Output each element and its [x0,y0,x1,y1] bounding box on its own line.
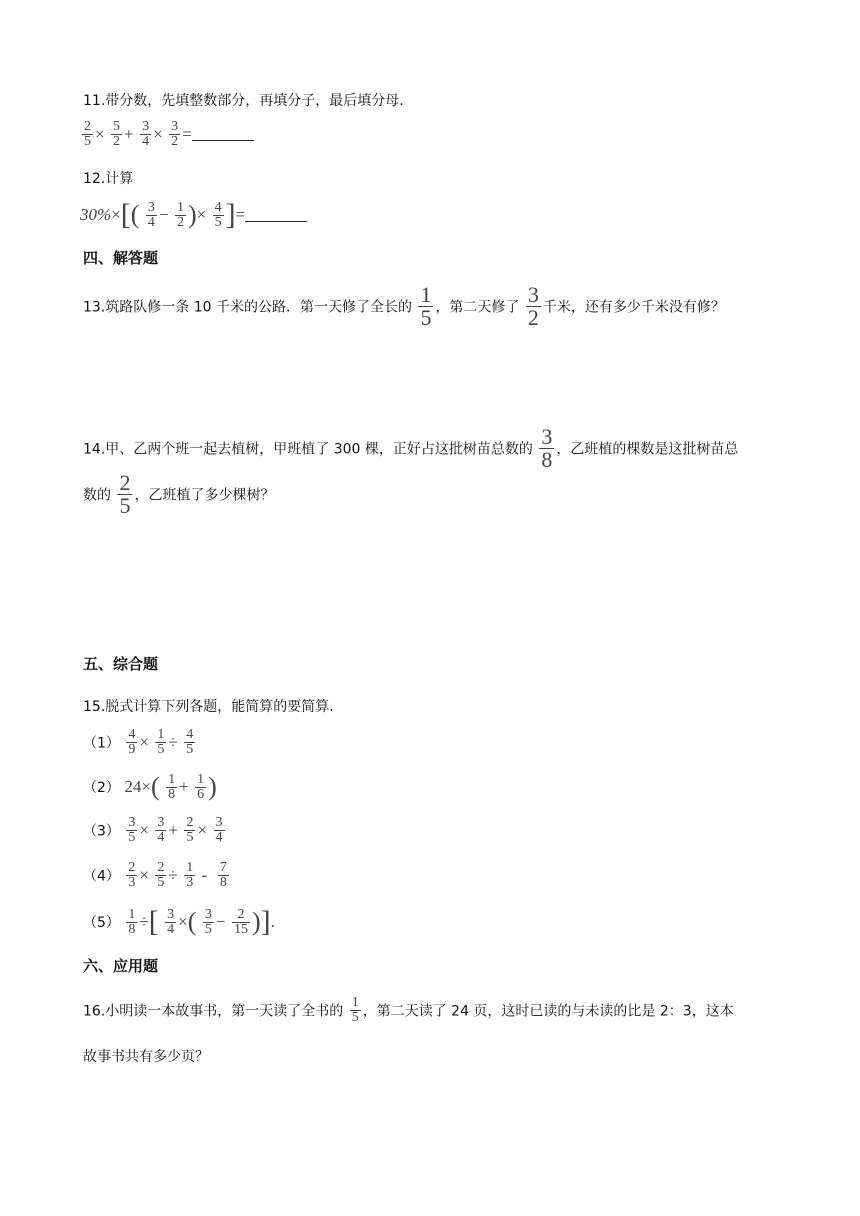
fraction: $\frac{4}{5}$ [186,727,194,757]
question-14-text: 数的 [83,487,111,504]
question-16-line2: 故事书共有多少页？ [83,1049,209,1065]
fraction: $\frac{3}{4}$ [142,119,150,149]
question-16-text: 16.小明读一本故事书，第一天读了全书的 [83,1003,344,1020]
question-13-text: ，第二天修了 [435,299,520,316]
question-12-expression: 30%×[( $\frac{3}{4}$ − $\frac{1}{2}$ )× $\frac{4}{5}$ ]= [80,198,307,232]
fraction: $\frac{2}{15}$ [233,906,248,937]
sub-question-1: （1） $\frac{4}{9}$ × $\frac{1}{5}$ ÷ $\frac{4}{5}$ [83,727,194,757]
question-12-text: 12.计算 [83,171,134,187]
fraction: $\frac{1}{8}$ [168,771,176,802]
fraction: $\frac{2}{5}$ [186,815,194,845]
number: 24 [124,777,142,796]
fraction: $\frac{2}{3}$ [128,860,136,890]
item-label: （3） [83,823,120,840]
fraction: $\frac{3}{5}$ [204,906,212,937]
section-heading: 六、应用题 [83,957,159,975]
fraction: $\frac{3}{8}$ [541,424,553,472]
fraction: $\frac{3}{4}$ [157,815,165,845]
question-14-text: ，乙班植了多少棵树？ [134,487,275,504]
fraction: $\frac{3}{2}$ [527,282,539,330]
fraction: $\frac{4}{5}$ [214,199,222,230]
question-13 [83,284,725,329]
question-14-text: 14.甲、乙两个班一起去植树，甲班植了 300 棵，正好占这批树苗总数的 [83,441,533,458]
section-heading: 四、解答题 [83,249,159,267]
fraction: $\frac{7}{8}$ [219,860,227,890]
fraction: $\frac{1}{3}$ [186,860,194,890]
item-label: （4） [83,868,120,885]
sub-question-5: （5） $\frac{1}{8}$ ÷[ $\frac{3}{4}$ ×( $\frac{3}{5}$ − $\frac{2}{15}$ )]. [83,905,275,938]
item-label: （2） [83,780,120,796]
fraction: $\frac{5}{2}$ [113,119,121,149]
question-16-line1 [83,996,734,1025]
question-16-text: ，第二天读了 24 页，这时已读的与未读的比是 2：3，这本 [362,1003,734,1020]
fraction: $\frac{3}{4}$ [147,199,155,230]
answer-blank[interactable] [192,128,254,141]
fraction: $\frac{1}{2}$ [176,199,184,230]
section-heading: 五、综合题 [83,655,159,673]
answer-blank[interactable] [245,209,307,222]
fraction: $\frac{3}{4}$ [215,815,223,845]
item-label: （5） [83,915,120,931]
fraction: $\frac{3}{5}$ [128,815,136,845]
percent-value: 30% [80,205,112,224]
fraction: $\frac{1}{5}$ [351,995,359,1025]
fraction: $\frac{1}{6}$ [197,771,205,802]
fraction: $\frac{3}{2}$ [171,119,179,149]
fraction: $\frac{2}{5}$ [157,860,165,890]
question-14-line2 [83,472,274,517]
question-11-expression: $\frac{2}{5}$ × $\frac{5}{2}$ + $\frac{3}{4}$ × $\frac{3}{2}$ = [80,120,254,149]
fraction: $\frac{2}{5}$ [119,470,131,518]
fraction: $\frac{4}{9}$ [128,727,136,757]
item-label: （1） [83,735,120,752]
fraction: $\frac{2}{5}$ [84,119,91,149]
question-11-text: 11.带分数，先填整数部分，再填分子，最后填分母. [83,93,404,109]
sub-question-4: （4） $\frac{2}{3}$ × $\frac{2}{5}$ ÷ $\frac{1}{3}$ - $\frac{7}{8}$ [83,860,227,890]
question-14-line1 [83,426,738,471]
fraction: $\frac{1}{5}$ [157,727,165,757]
question-14-text: ，乙班植的棵数是这批树苗总 [556,441,739,458]
fraction: $\frac{3}{4}$ [167,906,175,937]
sub-question-2: （2） 24×( $\frac{1}{8}$ + $\frac{1}{6}$ ) [83,771,217,802]
question-13-text: 13.筑路队修一条 10 千米的公路．第一天修了全长的 [83,299,412,316]
sub-question-3: （3） $\frac{3}{5}$ × $\frac{3}{4}$ + $\frac{2}{5}$ × $\frac{3}{4}$ [83,815,223,845]
fraction: $\frac{1}{5}$ [420,282,432,330]
fraction: $\frac{1}{8}$ [128,906,136,937]
question-13-text: 千米，还有多少千米没有修？ [542,299,725,316]
question-15-text: 15.脱式计算下列各题，能简算的要简算. [83,699,334,715]
